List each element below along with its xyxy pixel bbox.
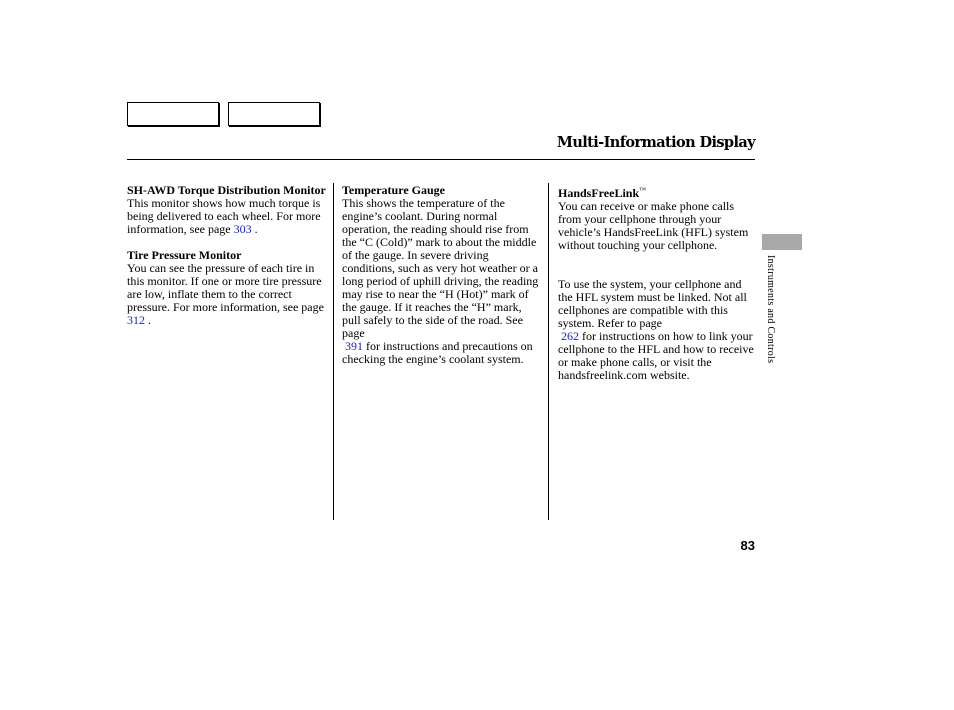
section-tire-pressure-monitor	[127, 249, 327, 327]
page-number: 83	[740, 538, 755, 553]
section-heading: SH-AWD Torque Distribution Monitor	[127, 183, 326, 197]
section-tab-label: Instruments and Controls	[765, 255, 776, 364]
body-text: You can see the pressure of each tire in this monitor. If one or more tire pressure are low, inflate them to the correct pressure. For more information, see page	[127, 261, 324, 314]
section-body	[127, 197, 327, 236]
column-divider	[333, 183, 334, 520]
body-text-end: for instructions and precautions on checking the engine’s coolant system.	[342, 339, 533, 366]
column-right	[558, 184, 756, 382]
column-left	[127, 184, 327, 327]
column-divider	[548, 183, 549, 520]
trademark-symbol: ™	[639, 186, 647, 194]
section-body	[127, 262, 327, 327]
section-handsfreelink	[558, 184, 756, 382]
nav-button-index[interactable]	[228, 102, 320, 126]
section-heading: Temperature Gauge	[342, 183, 445, 197]
page-link-312[interactable]: 312	[127, 313, 145, 327]
page-link-262[interactable]: 262	[561, 329, 579, 343]
section-body	[558, 278, 756, 382]
title-divider	[127, 159, 755, 160]
section-body: You can receive or make phone calls from your cellphone through your vehicle’s HandsFreeLink (HFL) system without touching your cellphone.	[558, 199, 749, 252]
body-text: This monitor shows how much torque is being delivered to each wheel. For more information, see page	[127, 196, 321, 236]
body-text: To use the system, your cellphone and the HFL system must be linked. Not all cellphones are compatible with this system. Refer to page	[558, 277, 747, 330]
page-title: Multi-Information Display	[556, 134, 755, 151]
section-heading-text: HandsFreeLink	[558, 186, 640, 200]
body-text-end: for instructions on how to link your cellphone to the HFL and how to receive or make phone calls, or visit the handsfreelink.com website.	[558, 329, 754, 382]
section-heading	[558, 184, 756, 200]
section-body	[342, 197, 542, 366]
section-sh-awd-monitor	[127, 184, 327, 236]
body-text-end: .	[251, 222, 258, 236]
section-tab	[762, 234, 802, 250]
body-text-end: .	[145, 313, 151, 327]
section-heading: Tire Pressure Monitor	[127, 248, 242, 262]
page-link-303[interactable]: 303	[233, 222, 252, 236]
section-temperature-gauge	[342, 184, 542, 366]
column-middle	[342, 184, 542, 366]
page-link-391[interactable]: 391	[345, 339, 363, 353]
nav-button-main-menu[interactable]	[127, 102, 219, 126]
body-text: This shows the temperature of the engine’s coolant. During normal operation, the reading should rise from the “C (Cold)” mark to about the middle of the gauge. In severe driving conditions, such as very hot weather or a long period of uphill driving, the reading may rise to near the “H (Hot)” mark of the gauge. If it reaches the “H” mark, pull safely to the side of the road. See page	[342, 196, 539, 340]
